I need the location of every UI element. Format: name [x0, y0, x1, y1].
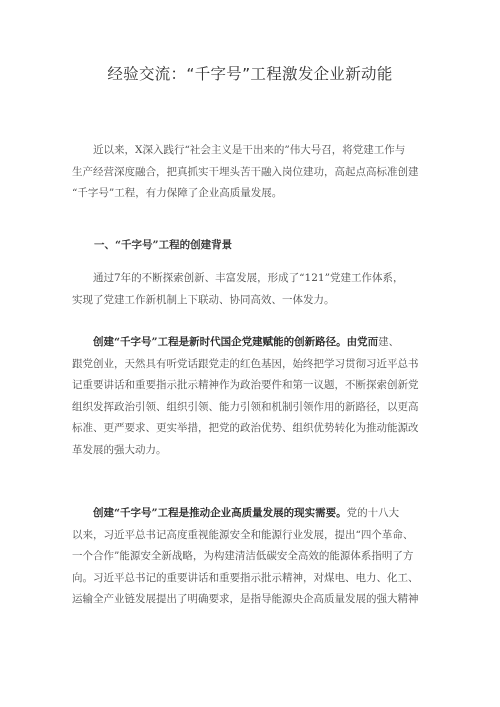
text-line: 组织发挥政治引领、组织引领、能力引领和机制引领作用的新路径，以更高 — [72, 400, 419, 413]
text-line: 运输全产业链发展提出了明确要求，是指导能源央企高质量发展的强大精神 — [72, 593, 419, 605]
text-line: 革发展的强大动力。 — [72, 443, 167, 456]
section-heading: 一、“千字号”工程的创建背景 — [94, 239, 233, 251]
text-line: 生产经营深度融合，把真抓实干埋头苦干融入岗位建功，高起点高标准创建 — [72, 165, 419, 178]
paragraph-background — [72, 268, 434, 311]
text-line — [72, 332, 434, 354]
text-line: 跟党创业，天然具有听党话跟党走的红色基因，始终把学习贯彻习近平总书 — [72, 357, 419, 370]
text-line: 通过7年的不断探索创新、丰富发展，形成了“121”党建工作体系， — [93, 272, 404, 284]
document-title: 经验交流：“千字号”工程激发企业新动能 — [107, 65, 393, 83]
bold-lead-sentence: 创建“千字号”工程是推动企业高质量发展的现实需要。 — [93, 507, 347, 519]
paragraph-realistic-need — [72, 503, 434, 611]
paragraph-innovation-path — [72, 332, 434, 461]
text-line: “千字号”工程，有力保障了企业高质量发展。 — [72, 187, 283, 199]
text-line — [72, 503, 434, 525]
text-line: 记重要讲话和重要指示批示精神作为政治要件和第一议题，不断探索创新党 — [72, 379, 419, 391]
paragraph-intro — [72, 140, 434, 205]
text-line: 实现了党建工作新机制上下联动、协同高效、一体发力。 — [72, 293, 335, 306]
text-line: 以来，习近平总书记高度重视能源安全和能源行业发展，提出“四个革命、 — [72, 528, 414, 541]
text-line: 标准、更严要求、更实举措，把党的政治优势、组织优势转化为推动能源改 — [72, 422, 419, 434]
text-line: 近以来，X深入践行“社会主义是干出来的”伟大号召，将党建工作与 — [93, 144, 406, 156]
text-line: 一个合作”能源安全新战略，为构建清洁低碳安全高效的能源体系指明了方 — [72, 550, 414, 562]
text-run: 党的十八大 — [346, 507, 400, 519]
text-run: 建、 — [378, 336, 400, 348]
text-line: 向。习近平总书记的重要讲话和重要指示批示精神，对煤电、电力、化工、 — [72, 571, 419, 584]
bold-lead-sentence: 创建“千字号”工程是新时代国企党建赋能的创新路径。由党而 — [93, 336, 379, 348]
